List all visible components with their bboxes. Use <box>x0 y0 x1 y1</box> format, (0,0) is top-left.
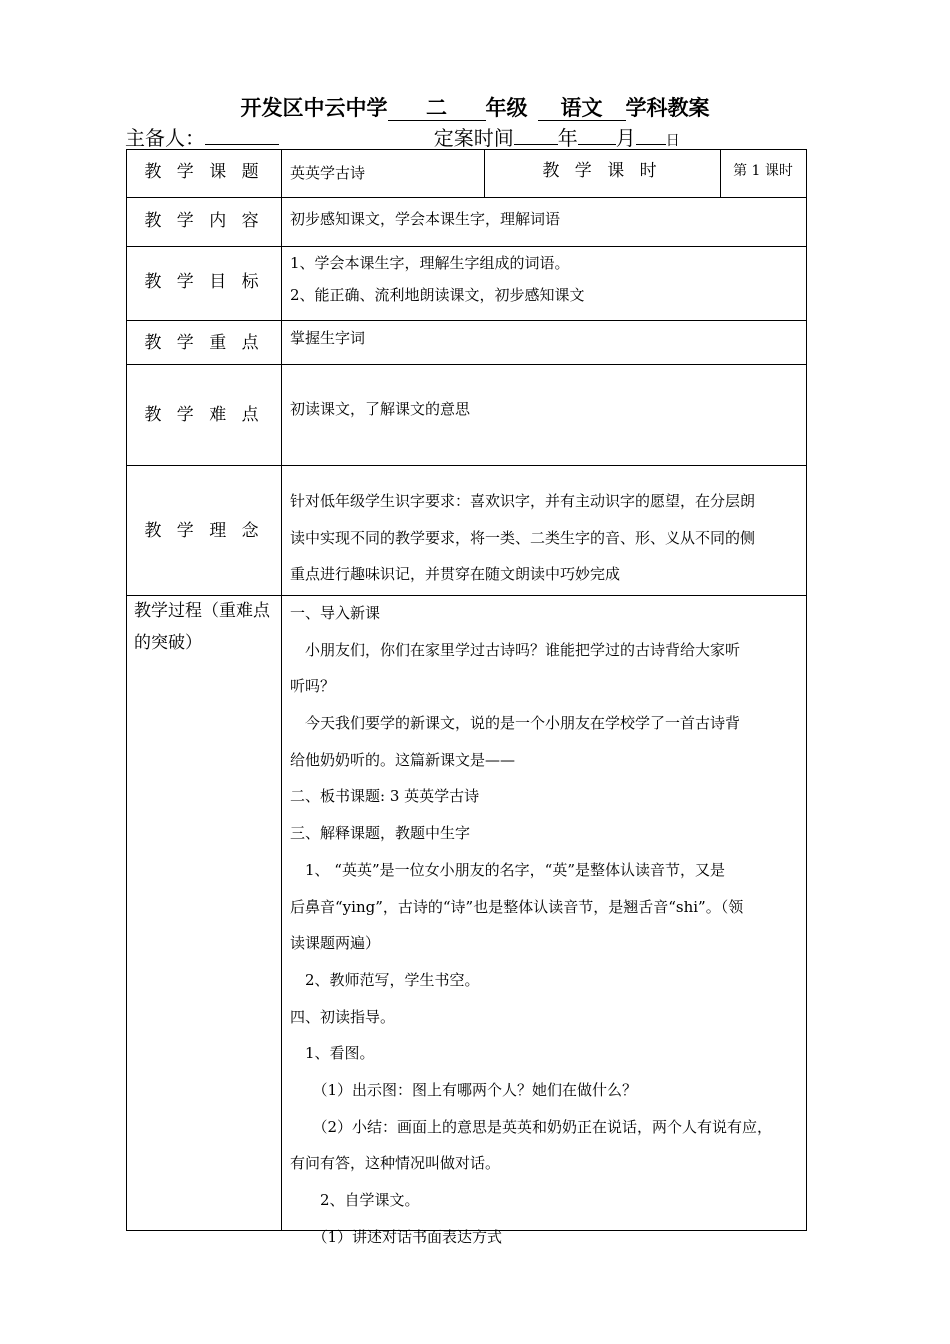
topic-label: 教 学 课 题 <box>144 162 264 182</box>
goal-item: 2、能正确、流利地朗读课文，初步感知课文 <box>290 286 585 304</box>
date-label: 定案时间 <box>433 126 514 150</box>
focus-label: 教 学 重 点 <box>144 333 264 353</box>
day-blank <box>636 124 666 145</box>
process-line: 读课题两遍） <box>290 934 381 953</box>
lesson-plan-table <box>126 149 807 1246</box>
process-line: 听吗？ <box>290 677 336 696</box>
process-line: 二、板书课题: 3 英英学古诗 <box>290 787 480 806</box>
preparer-blank <box>205 124 279 145</box>
goals-label: 教 学 目 标 <box>144 272 264 292</box>
process-line: 四、初读指导。 <box>290 1007 396 1026</box>
year-blank <box>514 124 558 145</box>
philosophy-line: 读中实现不同的教学要求，将一类、二类生字的音、形、义从不同的侧 <box>290 528 756 547</box>
process-line: 给他奶奶听的。这篇新课文是—— <box>290 750 516 769</box>
row-divider <box>126 465 807 466</box>
month-label: 月 <box>615 126 636 150</box>
grade-suffix: 年级 <box>485 96 528 120</box>
process-line: 1、看图。 <box>290 1044 375 1063</box>
process-line: 小朋友们，你们在家里学过古诗吗？谁能把学过的古诗背给大家听 <box>290 640 741 659</box>
period-label: 教 学 课 时 <box>542 161 662 181</box>
process-line: 今天我们要学的新课文，说的是一个小朋友在学校学了一首古诗背 <box>290 714 741 733</box>
preparer-label: 主备人： <box>125 126 205 150</box>
process-text <box>290 595 802 1255</box>
subject-value: 语文 <box>560 96 603 120</box>
difficulty-label: 教 学 难 点 <box>144 405 264 425</box>
process-line: 三、解释课题，教题中生字 <box>290 824 471 843</box>
process-line: 有问有答，这种情况叫做对话。 <box>290 1154 501 1173</box>
content-label: 教 学 内 容 <box>144 211 264 231</box>
period-value: 第 1 课时 <box>733 163 793 179</box>
content-value: 初步感知课文，学会本课生字，理解词语 <box>290 210 561 228</box>
topic-value: 英英学古诗 <box>290 164 366 182</box>
process-line: （1）出示图：图上有哪两个人？她们在做什么？ <box>290 1080 638 1099</box>
subject-blank <box>538 96 626 121</box>
table-border-right <box>806 149 807 1231</box>
process-line: 2、教师范写，学生书空。 <box>290 970 480 989</box>
lesson-plan-title <box>0 94 950 122</box>
year-label: 年 <box>557 126 578 150</box>
difficulty-value: 初读课文，了解课文的意思 <box>290 400 471 418</box>
philosophy-label: 教 学 理 念 <box>144 521 264 541</box>
process-label: 教学过程（重难点的突破） <box>134 601 270 653</box>
goal-item: 1、学会本课生字，理解生字组成的词语。 <box>290 254 570 272</box>
row-divider <box>126 197 807 198</box>
month-blank <box>578 124 616 145</box>
grade-value: 二 <box>426 96 447 120</box>
label-column-divider <box>281 149 282 1231</box>
row-divider <box>126 364 807 365</box>
process-line: 2、自学课文。 <box>290 1191 420 1209</box>
focus-value: 掌握生字词 <box>290 329 366 347</box>
philosophy-line: 针对低年级学生识字要求：喜欢识字，并有主动识字的愿望，在分层朗 <box>290 492 756 510</box>
row-divider <box>126 320 807 321</box>
process-line: 一、导入新课 <box>290 604 381 622</box>
philosophy-line: 重点进行趣味识记，并贯穿在随文朗读中巧妙完成 <box>290 565 621 584</box>
philosophy-text <box>290 483 802 593</box>
process-line: （1）讲述对话书面表达方式 <box>290 1227 503 1246</box>
process-line: （2）小结：画面上的意思是英英和奶奶正在说话，两个人有说有应， <box>290 1117 773 1136</box>
process-line: 1、 “英英”是一位女小朋友的名字，“英”是整体认读音节，又是 <box>290 860 725 879</box>
process-line: 后鼻音“ying”，古诗的“诗”也是整体认读音节，是翘舌音“shi”。（领 <box>290 897 744 916</box>
grade-blank <box>388 96 486 121</box>
meta-line <box>125 124 825 150</box>
school-name: 开发区中云中学 <box>240 96 388 120</box>
table-border-left <box>126 149 127 1231</box>
subject-suffix: 学科教案 <box>625 96 710 120</box>
day-label: 日 <box>665 133 680 149</box>
table-border-top <box>126 149 807 150</box>
